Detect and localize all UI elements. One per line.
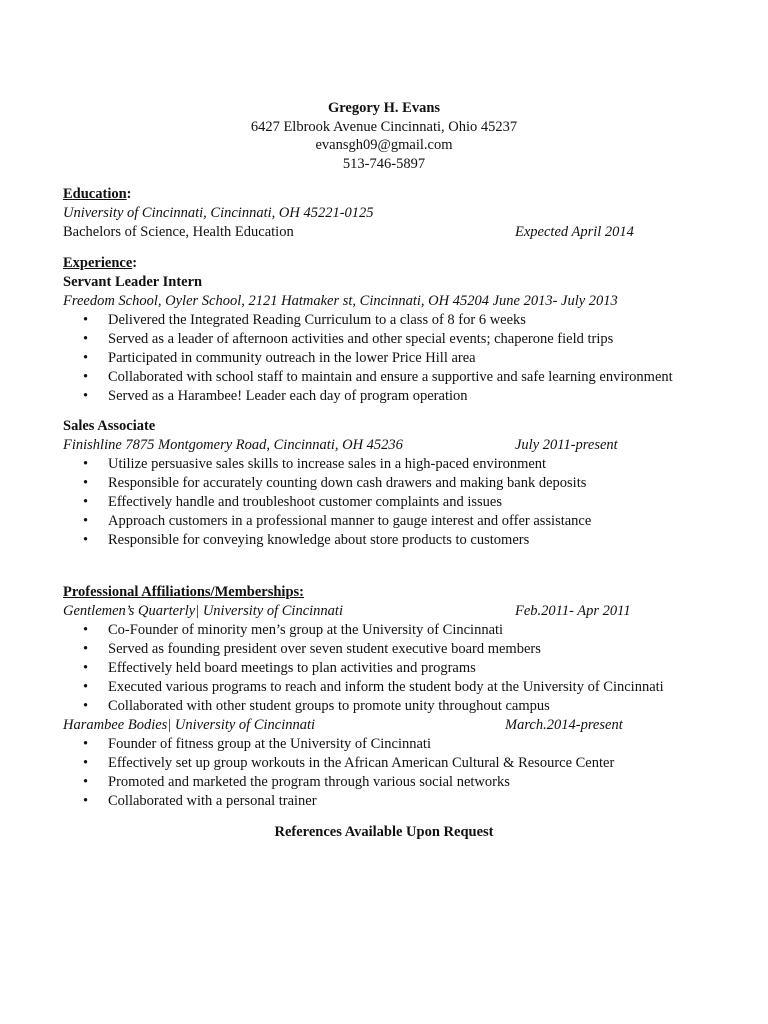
- phone: 513-746-5897: [342, 155, 426, 172]
- group-bullets: [63, 735, 743, 811]
- job-bullets: [63, 311, 743, 406]
- education-school: University of Cincinnati, Cincinnati, OH 45221-0125: [63, 205, 374, 221]
- list-item: • Delivered the Integrated Reading Curriculum to a class of 8 for 6 weeks: [83, 312, 526, 328]
- group-org-row: [63, 602, 743, 621]
- education-heading: Education:: [63, 186, 132, 202]
- experience-heading: Experience:: [63, 255, 138, 271]
- applicant-name: Gregory H. Evans: [327, 100, 441, 116]
- education-degree-line: [63, 223, 743, 242]
- references-note: References Available Upon Request: [274, 824, 494, 840]
- job-sales-associate: [63, 417, 743, 550]
- email: evansgh09@gmail.com: [315, 137, 453, 153]
- list-item: • Collaborated with a personal trainer: [83, 793, 317, 809]
- list-item: • Utilize persuasive sales skills to increase sales in a high-paced environment: [83, 456, 547, 472]
- list-item: • Co-Founder of minority men’s group at the University of Cincinnati: [83, 622, 504, 638]
- job-org-line: Freedom School, Oyler School, 2121 Hatmaker st, Cincinnati, OH 45204 June 2013- July 2013: [63, 293, 618, 309]
- job-title: Sales Associate: [63, 418, 156, 434]
- address: 6427 Elbrook Avenue Cincinnati, Ohio 45237: [250, 118, 518, 135]
- list-item: • Effectively set up group workouts in the African American Cultural & Resource Center: [83, 755, 615, 771]
- group-org-line: Gentlemen’s Quarterly| University of Cincinnati: [63, 603, 343, 619]
- job-title: Servant Leader Intern: [63, 274, 203, 290]
- list-item: • Served as a Harambee! Leader each day of program operation: [83, 388, 468, 404]
- group-date: March.2014-present: [505, 717, 623, 733]
- job-org-row: [63, 436, 743, 455]
- education-date: Expected April 2014: [515, 224, 634, 240]
- list-item: • Responsible for accurately counting down cash drawers and making bank deposits: [83, 475, 587, 491]
- list-item: • Promoted and marketed the program through various social networks: [83, 774, 510, 790]
- job-org-line: Finishline 7875 Montgomery Road, Cincinnati, OH 45236: [63, 437, 403, 453]
- affiliations-heading: Professional Affiliations/Memberships:: [63, 584, 304, 600]
- contact-header: [0, 99, 768, 173]
- job-date: July 2011-present: [515, 437, 618, 453]
- experience-section: [63, 254, 743, 406]
- list-item: • Collaborated with school staff to maintain and ensure a supportive and safe learning environment: [83, 369, 673, 385]
- group-date: Feb.2011- Apr 2011: [515, 603, 631, 619]
- list-item: • Served as a leader of afternoon activities and other special events; chaperone field trips: [83, 331, 614, 347]
- list-item: • Served as founding president over seven student executive board members: [83, 641, 541, 657]
- list-item: • Executed various programs to reach and inform the student body at the University of Cincinnati: [83, 679, 664, 695]
- list-item: • Collaborated with other student groups to promote unity throughout campus: [83, 698, 550, 714]
- education-section: [63, 185, 743, 242]
- job-bullets: [63, 455, 743, 550]
- affiliations-section: [63, 583, 743, 811]
- list-item: • Effectively held board meetings to plan activities and programs: [83, 660, 476, 676]
- list-item: • Approach customers in a professional manner to gauge interest and offer assistance: [83, 513, 592, 529]
- group-org-row: [63, 716, 743, 735]
- list-item: • Responsible for conveying knowledge about store products to customers: [83, 532, 530, 548]
- list-item: • Founder of fitness group at the University of Cincinnati: [83, 736, 431, 752]
- group-bullets: [63, 621, 743, 716]
- education-degree: Bachelors of Science, Health Education: [63, 224, 294, 240]
- list-item: • Participated in community outreach in the lower Price Hill area: [83, 350, 476, 366]
- list-item: • Effectively handle and troubleshoot customer complaints and issues: [83, 494, 502, 510]
- group-org-line: Harambee Bodies| University of Cincinnati: [63, 717, 316, 733]
